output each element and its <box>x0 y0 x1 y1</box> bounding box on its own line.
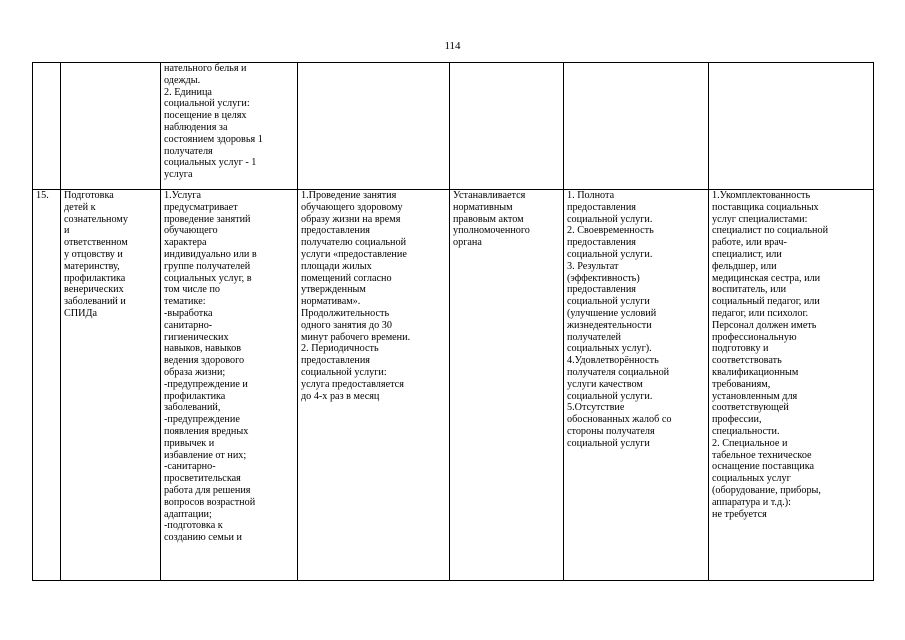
cell-quality-indicators: 1. Полнота предоставления социальной услуги. 2. Своевременность предоставления социальной услуги. 3. Результат (эффективность) предоставления социальной услуги (улучшение условий жизнедеятельности получателей социальных услуг). 4.Удовлетворённость получателя социальной услуги качеством социальной услуги. 5.Отсутствие обоснованных жалоб со стороны получателя социальной услуги <box>564 190 709 581</box>
page-number: 114 <box>444 40 461 52</box>
table-row-continuation <box>33 63 874 190</box>
cell-number: 15. <box>33 190 61 581</box>
table-row-15 <box>33 190 874 581</box>
cell-service-name <box>61 63 161 190</box>
cell-payment-terms: Устанавливается нормативным правовым актом уполномоченного органа <box>450 190 564 581</box>
cell-payment-terms <box>450 63 564 190</box>
cell-service-name: Подготовка детей к сознательному и ответственном у отцовству и материнству, профилактика венерических заболеваний и СПИДа <box>61 190 161 581</box>
cell-service-description: 1.Услуга предусматривает проведение занятий обучающего характера индивидуально или в группе получателей социальных услуг, в том числе по тематике: -выработка санитарно- гигиенических навыков, навыков ведения здорового образа жизни; -предупреждение и профилактика заболеваний, -предупреждение появления вредных привычек и избавление от них; -санитарно- просветительская работа для решения вопросов возрастной адаптации; -подготовка к созданию семьи и <box>161 190 298 581</box>
cell-number <box>33 63 61 190</box>
cell-provision-conditions: 1.Укомплектованность поставщика социальных услуг специалистами: специалист по социальной работе, или врач- специалист, или фельдшер, или медицинская сестра, или воспитатель, или социальный педагог, или педагог, или психолог. Персонал должен иметь профессиональную подготовку и соответствовать квалификационным требованиям, установленным для соответствующей профессии, специальности. 2. Специальное и табельное техническое оснащение поставщика социальных услуг (оборудование, приборы, аппаратура и т.д.): не требуется <box>709 190 874 581</box>
cell-quality-indicators <box>564 63 709 190</box>
cell-service-standard <box>298 63 450 190</box>
cell-provision-conditions <box>709 63 874 190</box>
services-table <box>32 62 874 581</box>
cell-service-description: нательного белья и одежды. 2. Единица социальной услуги: посещение в целях наблюдения за состоянием здоровья 1 получателя социальных услуг - 1 услуга <box>161 63 298 190</box>
cell-service-standard: 1.Проведение занятия обучающего здоровому образу жизни на время предоставления получателю социальной услуги «предоставление площади жилых помещений согласно утвержденным нормативам». Продолжительность одного занятия до 30 минут рабочего времени. 2. Периодичность предоставления социальной услуги: услуга предоставляется до 4-х раз в месяц <box>298 190 450 581</box>
